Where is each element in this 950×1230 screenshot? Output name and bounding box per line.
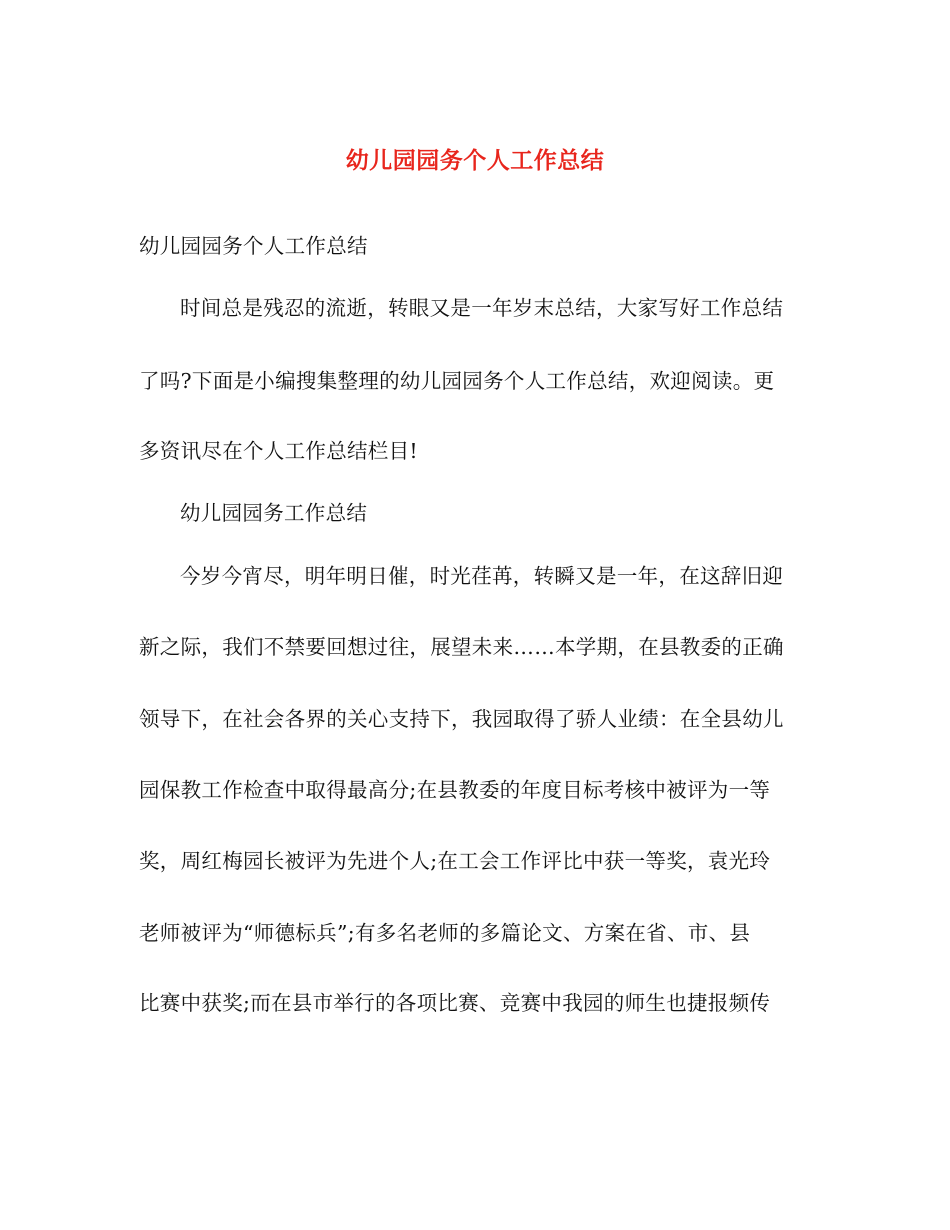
paragraph-line: 领导下，在社会各界的关心支持下，我园取得了骄人业绩：在全县幼儿 bbox=[139, 707, 784, 731]
document-title: 幼儿园园务个人工作总结 bbox=[345, 148, 605, 174]
paragraph-line: 今岁今宵尽，明年明日催，时光荏苒，转瞬又是一年，在这辞旧迎 bbox=[180, 564, 784, 588]
paragraph-line: 奖，周红梅园长被评为先进个人;在工会工作评比中获一等奖，袁光玲 bbox=[139, 849, 771, 873]
paragraph-line: 新之际，我们不禁要回想过往，展望未来……本学期，在县教委的正确 bbox=[139, 635, 784, 659]
subtitle-line: 幼儿园园务个人工作总结 bbox=[139, 234, 368, 258]
paragraph-line: 老师被评为“师德标兵”;有多名老师的多篇论文、方案在省、市、县 bbox=[139, 921, 751, 945]
paragraph-line: 园保教工作检查中取得最高分;在县教委的年度目标考核中被评为一等 bbox=[139, 778, 771, 802]
paragraph-line: 比赛中获奖;而在县市举行的各项比赛、竞赛中我园的师生也捷报频传 bbox=[139, 991, 771, 1015]
paragraph-line: 多资讯尽在个人工作总结栏目! bbox=[139, 439, 418, 463]
section-heading: 幼儿园园务工作总结 bbox=[180, 501, 368, 525]
paragraph-line: 了吗?下面是小编搜集整理的幼儿园园务个人工作总结，欢迎阅读。更 bbox=[139, 369, 775, 393]
paragraph-line: 时间总是残忍的流逝，转眼又是一年岁末总结，大家写好工作总结 bbox=[180, 296, 784, 320]
